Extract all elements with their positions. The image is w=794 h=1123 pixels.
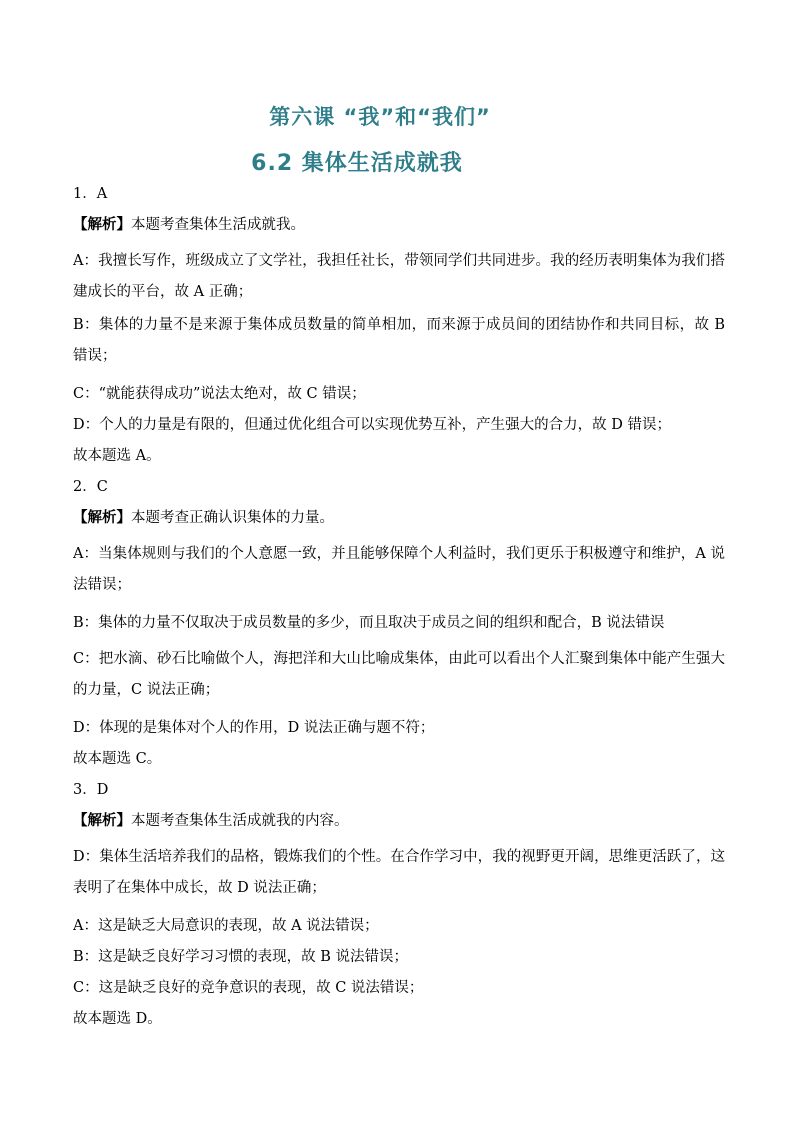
option-explanation: B：集体的力量不是来源于集体成员数量的简单相加，而来源于成员间的团结协作和共同目标，故 B 错误； xyxy=(73,317,725,364)
answer-header: 3．D xyxy=(73,782,109,798)
conclusion-line: 故本题选 C。 xyxy=(73,751,162,767)
option-explanation: C：把水滴、砂石比喻做个人，海把洋和大山比喻成集体，由此可以看出个人汇聚到集体中能产生强大的力量，C 说法正确； xyxy=(73,651,725,698)
analysis-text: 本题考查集体生活成就我。 xyxy=(131,217,305,233)
option-explanation: D：个人的力量是有限的，但通过优化组合可以实现优势互补，产生强大的合力，故 D 错误； xyxy=(73,417,671,433)
option-explanation: D：集体生活培养我们的品格，锻炼我们的个性。在合作学习中，我的视野更开阔，思维更活跃了，这表明了在集体中成长，故 D 说法正确； xyxy=(73,849,725,896)
analysis-line xyxy=(73,215,725,235)
option-explanation: A：这是缺乏大局意识的表现，故 A 说法错误； xyxy=(73,918,379,934)
analysis-line xyxy=(73,811,725,831)
analysis-line xyxy=(73,508,725,528)
answer-header: 1．A xyxy=(73,186,108,202)
option-explanation: B：这是缺乏良好学习习惯的表现，故 B 说法错误； xyxy=(73,949,409,965)
analysis-text: 本题考查集体生活成就我的内容。 xyxy=(131,813,349,829)
option-explanation: B：集体的力量不仅取决于成员数量的多少，而且取决于成员之间的组织和配合，B 说法错误 xyxy=(73,615,665,631)
option-explanation: A：我擅长写作，班级成立了文学社，我担任社长，带领同学们共同进步。我的经历表明集体为我们搭建成长的平台，故 A 正确； xyxy=(73,253,725,300)
analysis-tag: 【解析】 xyxy=(73,510,131,526)
analysis-tag: 【解析】 xyxy=(73,217,131,233)
option-explanation: C：这是缺乏良好的竞争意识的表现，故 C 说法错误； xyxy=(73,980,424,996)
analysis-text: 本题考查正确认识集体的力量。 xyxy=(131,510,334,526)
answer-header: 2．C xyxy=(73,479,108,495)
conclusion-line: 故本题选 D。 xyxy=(73,1011,162,1027)
lesson-title: 第六课 “我”和“我们” xyxy=(269,105,491,129)
answer-content xyxy=(73,184,725,1040)
conclusion-line: 故本题选 A。 xyxy=(73,448,161,464)
analysis-tag: 【解析】 xyxy=(73,813,131,829)
section-title: 6.2 集体生活成就我 xyxy=(251,151,463,176)
option-explanation: D：体现的是集体对个人的作用，D 说法正确与题不符； xyxy=(73,720,435,736)
option-explanation: A：当集体规则与我们的个人意愿一致，并且能够保障个人利益时，我们更乐于积极遵守和维护，A 说法错误； xyxy=(73,546,725,593)
option-explanation: C：“就能获得成功”说法太绝对，故 C 错误； xyxy=(73,386,366,402)
